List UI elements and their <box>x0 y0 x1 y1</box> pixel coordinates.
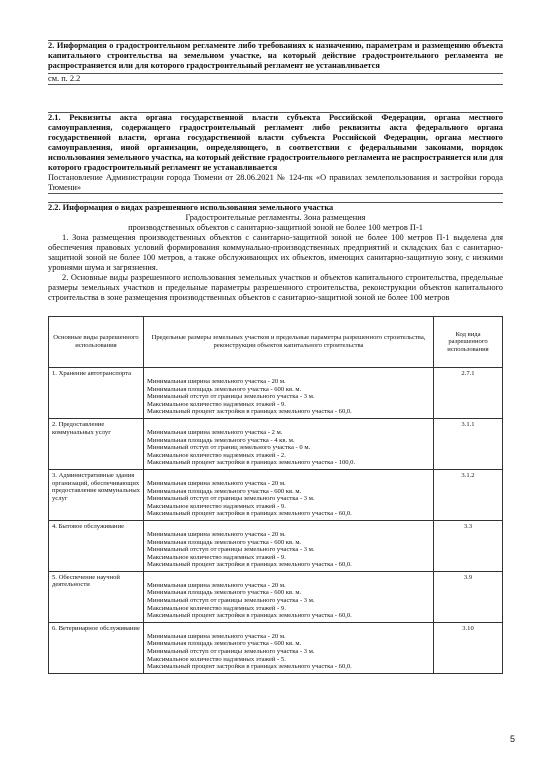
parameter-line: Минимальный отступ от границы земельного участка - 3 м. <box>147 546 315 554</box>
parameter-line: Минимальная ширина земельного участка - 20 м. <box>147 581 286 589</box>
use-type-cell: 3. Административные здания организаций, обеспечивающих предоставление коммунальных услуг <box>49 469 144 520</box>
parameter-line: Минимальная ширина земельного участка - 20 м. <box>147 479 286 487</box>
zone-subtitle: производственных объектов с санитарно-защитной зоной не более 100 метров П-1 <box>128 223 423 232</box>
section-regulation-info <box>48 40 503 85</box>
use-type-cell: 1. Хранение автотранспорта <box>49 368 144 419</box>
permitted-use-table <box>48 316 503 674</box>
parameter-line: Максимальный процент застройки в границах земельного участка - 60,0. <box>147 663 352 671</box>
parameter-line: Максимальный процент застройки в границах земельного участка - 60,0. <box>147 510 352 518</box>
use-code-cell: 3.9 <box>434 571 503 622</box>
column-header: Код вида разрешенного использования <box>434 317 503 368</box>
zone-subtitle: Градостроительные регламенты. Зона размещения <box>185 213 366 222</box>
parameter-line: Минимальная ширина земельного участка - 20 м. <box>147 378 286 385</box>
table-row <box>49 368 503 419</box>
use-code-cell: 3.1.2 <box>434 469 503 520</box>
table-row <box>49 469 503 520</box>
parameter-line: Минимальная площадь земельного участка - 4 кв. м. <box>147 436 295 444</box>
use-type-cell: 6. Ветеринарное обслуживание <box>49 622 144 673</box>
parameter-line: Минимальная ширина земельного участка - 20 м. <box>147 632 286 640</box>
parameter-line: Минимальный отступ от границы земельного участка - 3 м. <box>147 597 315 605</box>
table-row <box>49 520 503 571</box>
parameters-cell <box>144 418 434 469</box>
parameter-line: Максимальное количество надземных этажей - 9. <box>147 502 286 510</box>
column-header: Предельные размеры земельных участков и предельные параметры разрешенного строительства, реконструкции объектов капитального строительства <box>144 317 434 368</box>
section-text: Постановление Администрации города Тюмени от 28.06.2021 № 124-пк «О правилах землепользования и застройки города Тюмени» <box>48 173 503 192</box>
section-heading: 2.2. Информация о видах разрешенного использования земельного участка <box>48 203 334 212</box>
parameter-line: Максимальный процент застройки в границах земельного участка - 100,0. <box>147 459 356 467</box>
section-heading: 2. Информация о градостроительном регламенте либо требованиях к назначению, параметрам и размещению объекта капитального строительства на земельном участке, на который действие градостроительного регламента не распространяется или для которого градостроительный регламент не устанавливается <box>48 41 503 70</box>
table-header-row <box>49 317 503 368</box>
table-row <box>49 622 503 673</box>
use-code-cell: 3.1.1 <box>434 418 503 469</box>
parameter-line: Минимальная площадь земельного участка - 600 кв. м. <box>147 640 302 648</box>
parameter-line: Максимальный процент застройки в границах земельного участка - 60,0. <box>147 612 352 620</box>
parameters-cell <box>144 571 434 622</box>
section-act-details <box>48 112 503 194</box>
use-code-cell: 2.7.1 <box>434 368 503 419</box>
section-permitted-use <box>48 202 503 303</box>
section-heading: 2.1. Реквизиты акта органа государственной власти субъекта Российской Федерации, органа местного самоуправления, содержащего градостроительный регламент либо реквизиты акта федерального органа государственной власти, органа государственной власти субъекта Российской Федерации, органа местного самоуправления, иной организации, определяющего, в соответствии с федеральными законами, порядок использования земельного участка, на который действие градостроительного регламента не распространяется или для которого градостроительный регламент не устанавливается <box>48 113 503 172</box>
parameters-cell <box>144 520 434 571</box>
parameter-line: Минимальная площадь земельного участка - 600 кв. м. <box>147 538 302 546</box>
section-note: см. п. 2.2 <box>48 73 503 84</box>
paragraph: 1. Зона размещения производственных объектов с санитарно-защитной зоной не более 100 метров П-1 выделена для обеспечения правовых условий формирования коммунально-производственных предприятий и складских баз с санитарно-защитной зоной не более 100 метров, а также обслуживающих их объектов, имеющих санитарно-защитную зону, с низкими уровнями шума и загрязнения. <box>48 233 503 272</box>
parameters-cell <box>144 622 434 673</box>
parameter-line: Минимальный отступ от границ земельного участка - 0 м. <box>147 444 311 452</box>
parameter-line: Минимальная площадь земельного участка - 600 кв. м. <box>147 385 302 393</box>
parameter-line: Максимальный процент застройки в границах земельного участка - 60,0. <box>147 408 352 416</box>
use-type-cell: 2. Предоставление коммунальных услуг <box>49 418 144 469</box>
parameters-cell <box>144 469 434 520</box>
parameter-line: Максимальное количество надземных этажей - 9. <box>147 604 286 612</box>
use-code-cell: 3.10 <box>434 622 503 673</box>
parameter-line: Минимальная площадь земельного участка - 600 кв. м. <box>147 487 302 495</box>
parameter-line: Максимальное количество надземных этажей - 2. <box>147 451 286 459</box>
parameter-line: Максимальное количество надземных этажей - 9. <box>147 553 286 561</box>
column-header: Основные виды разрешенного использования <box>49 317 144 368</box>
table-row <box>49 418 503 469</box>
use-code-cell: 3.3 <box>434 520 503 571</box>
parameter-line: Максимальное количество надземных этажей - 5. <box>147 655 286 663</box>
use-type-cell: 4. Бытовое обслуживание <box>49 520 144 571</box>
use-type-cell: 5. Обеспечение научной деятельности <box>49 571 144 622</box>
parameter-line: Минимальный отступ от границы земельного участка - 3 м. <box>147 648 315 656</box>
table-row <box>49 571 503 622</box>
parameter-line: Минимальная ширина земельного участка - 20 м. <box>147 530 286 538</box>
parameters-cell <box>144 368 434 419</box>
parameter-line: Минимальная ширина земельного участка - 2 м. <box>147 428 283 436</box>
parameter-line: Максимальный процент застройки в границах земельного участка - 60,0. <box>147 561 352 569</box>
parameter-line: Минимальная площадь земельного участка - 600 кв. м. <box>147 589 302 597</box>
parameter-line: Минимальный отступ от границы земельного участка - 3 м. <box>147 393 315 401</box>
parameter-line: Минимальный отступ от границы земельного участка - 3 м. <box>147 495 315 503</box>
parameter-line: Максимальное количество надземных этажей - 9. <box>147 400 286 408</box>
page-number: 5 <box>510 734 516 744</box>
paragraph: 2. Основные виды разрешенного использования земельных участков и объектов капитального строительства, предельные размеры земельных участков и предельные параметры разрешенного строительства, реконструкции объектов капитального строительства в зоне размещения производственных объектов с санитарно-защитной зоной не более 100 метров <box>48 273 503 302</box>
